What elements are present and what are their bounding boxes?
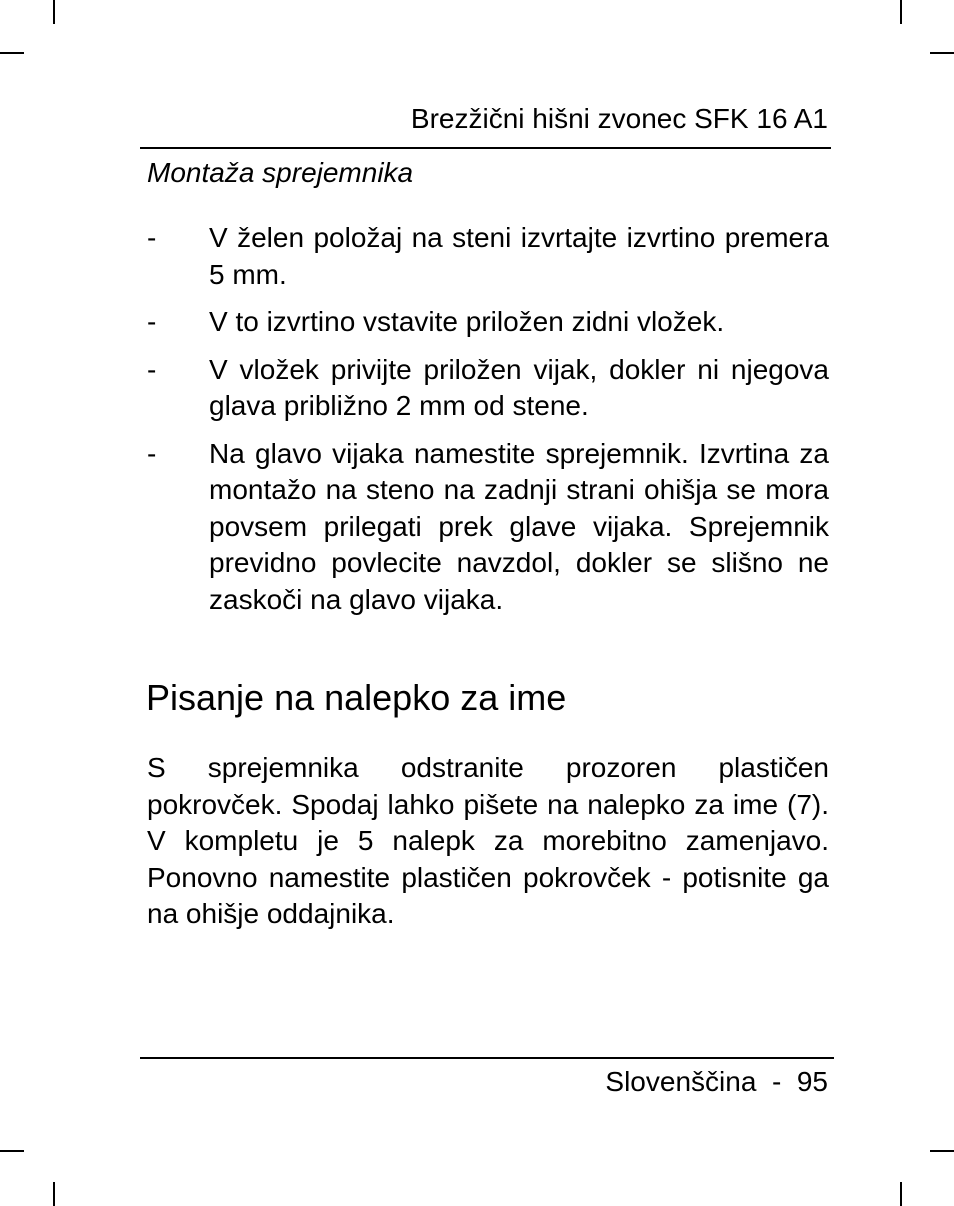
running-header: Brezžični hišni zvonec SFK 16 A1 [410,103,828,134]
list-item-marker: - [147,222,157,253]
crop-mark-top-right-horizontal [930,52,954,54]
list-item [147,352,829,425]
crop-mark-top-left-vertical [53,0,55,24]
crop-mark-bottom-left-vertical [53,1182,55,1206]
section-subtitle: Montaža sprejemnika [147,157,414,188]
list-item [147,436,829,619]
footer-language: Slovenščina [605,1066,757,1097]
list-item-text: V to izvrtino vstavite priložen zidni vložek. [209,306,725,337]
list-item-marker: - [147,306,157,337]
list-item-text: V želen položaj na steni izvrtajte izvrtino premera 5 mm. [209,222,829,290]
section-heading: Pisanje na nalepko za ime [146,677,567,718]
crop-mark-bottom-right-horizontal [930,1150,954,1152]
crop-mark-top-right-vertical [900,0,902,24]
body-paragraph: S sprejemnika odstranite prozoren plastičen pokrovček. Spodaj lahko pišete na nalepko za ime (7). V kompletu je 5 nalepk za morebitno zamenjavo. Ponovno namestite plastičen pokrovček - potisnite ga na ohišje oddajnika. [147,752,829,929]
list-item [147,220,829,293]
list-item-text: Na glavo vijaka namestite sprejemnik. Izvrtina za montažo na steno na zadnji strani ohišja se mora povsem prilegati prek glave vijaka. Sprejemnik previdno povlecite navzdol, dokler se slišno ne zaskoči na glavo vijaka. [209,437,829,615]
crop-mark-bottom-right-vertical [900,1182,902,1206]
footer-rule [140,1057,834,1059]
footer-separator: - [771,1066,782,1097]
list-item [147,304,829,341]
header-rule [140,147,831,149]
mounting-steps-list [147,220,829,629]
crop-mark-bottom-left-horizontal [0,1150,24,1152]
page-footer [140,1064,828,1100]
crop-mark-top-left-horizontal [0,52,24,54]
list-item-marker: - [147,437,157,469]
list-item-marker: - [147,353,157,385]
page-number: 95 [796,1066,828,1097]
list-item-text: V vložek privijte priložen vijak, dokler ni njegova glava približno 2 mm od stene. [209,353,829,421]
